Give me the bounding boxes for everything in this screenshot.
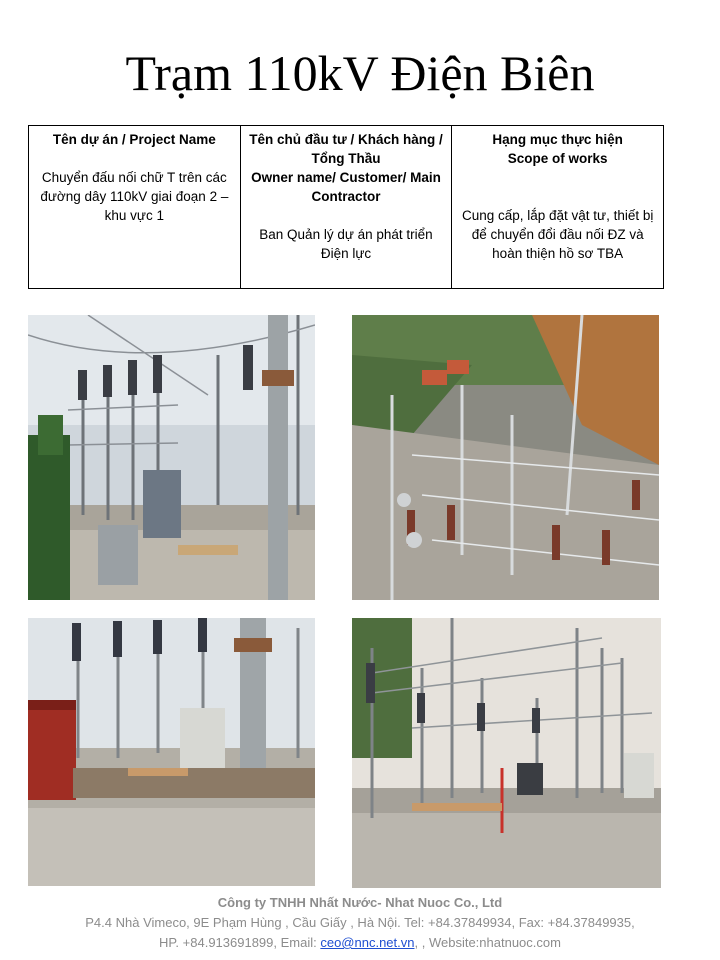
substation-photo-3 bbox=[28, 618, 315, 886]
owner-cell bbox=[240, 126, 452, 289]
contact-website: , , Website:nhatnuoc.com bbox=[414, 935, 561, 950]
contact-phone: HP. +84.913691899, Email: bbox=[159, 935, 321, 950]
scope-value: Cung cấp, lắp đặt vật tư, thiết bị để chuyển đổi đầu nối ĐZ và hoàn thiện hồ sơ TBA bbox=[461, 208, 654, 261]
scope-header-vi: Hạng mục thực hiện bbox=[492, 132, 623, 147]
company-name: Công ty TNHH Nhất Nước- Nhat Nuoc Co., Ltd bbox=[217, 895, 503, 910]
page-title: Trạm 110kV Điện Biên bbox=[125, 45, 595, 101]
project-name-header: Tên dự án / Project Name bbox=[52, 132, 216, 147]
project-name-cell bbox=[29, 126, 241, 289]
owner-header-en: Owner name/ Customer/ Main Contractor bbox=[251, 170, 441, 204]
substation-photo-1 bbox=[28, 315, 315, 600]
scope-cell bbox=[452, 126, 664, 289]
project-info-table bbox=[28, 125, 664, 289]
owner-header-vi: Tên chủ đầu tư / Khách hàng / Tổng Thầu bbox=[249, 132, 443, 166]
project-name-value: Chuyển đấu nối chữ T trên các đường dây 110kV giai đoạn 2 – khu vực 1 bbox=[40, 170, 229, 223]
substation-photo-4 bbox=[352, 618, 661, 888]
company-footer bbox=[0, 893, 720, 953]
scope-header-en: Scope of works bbox=[507, 151, 608, 166]
substation-photo-2 bbox=[352, 315, 659, 600]
company-contact bbox=[0, 933, 720, 953]
company-address: P4.4 Nhà Vimeco, 9E Phạm Hùng , Cầu Giấy , Hà Nội. Tel: +84.37849934, Fax: +84.37849935, bbox=[85, 915, 635, 930]
email-link[interactable]: ceo@nnc.net.vn bbox=[320, 935, 415, 950]
owner-value: Ban Quản lý dự án phát triển Điện lực bbox=[259, 227, 433, 261]
